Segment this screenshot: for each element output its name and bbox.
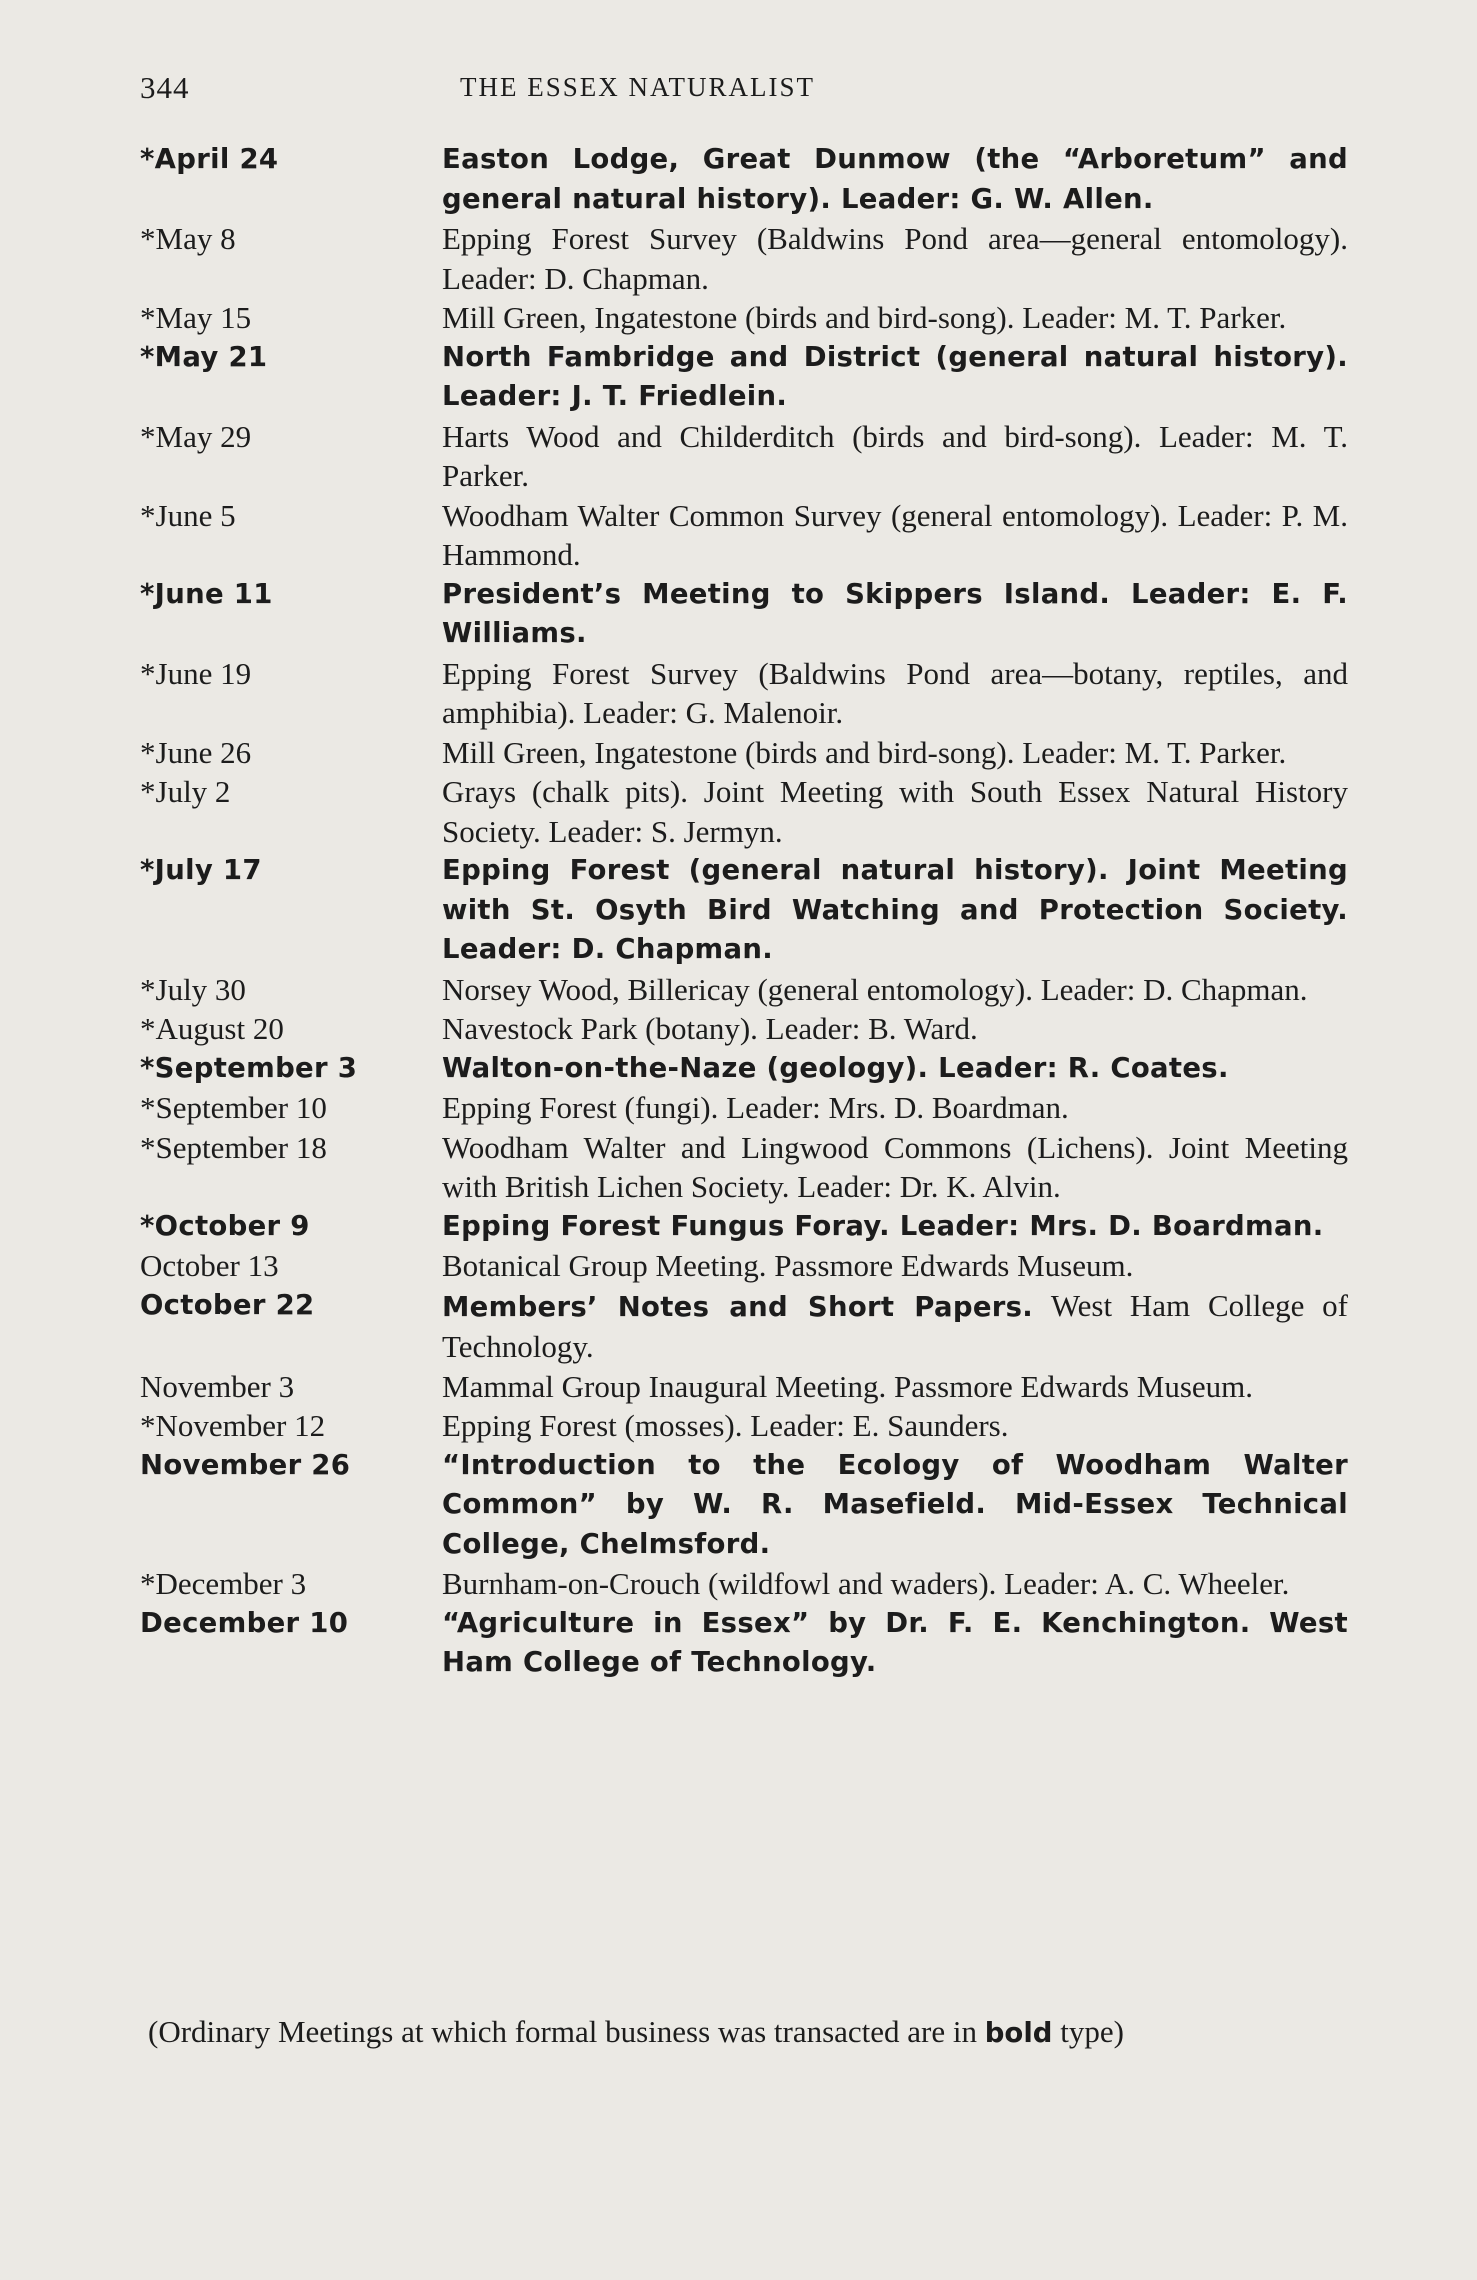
meeting-description: “Agriculture in Essex” by Dr. F. E. Kenchington. West Ham College of Technology.: [442, 1606, 1348, 1678]
meeting-entry: [140, 575, 1348, 654]
meeting-date: October 13: [140, 1248, 279, 1283]
meeting-description: Woodham Walter Common Survey (general entomology). Leader: P. M. Hammond.: [442, 497, 1348, 572]
meeting-entry: [140, 733, 1348, 773]
meeting-description: Easton Lodge, Great Dunmow (the “Arboretum” and general natural history). Leader: G. W. Allen.: [442, 143, 1348, 215]
meeting-entry: [140, 219, 1348, 298]
meeting-entry: [140, 1564, 1348, 1604]
meeting-date: *July 2: [140, 774, 231, 809]
meeting-date: *September 10: [140, 1090, 327, 1125]
meeting-description: Burnham-on-Crouch (wildfowl and waders). Leader: A. C. Wheeler.: [442, 1566, 1290, 1601]
meeting-date: November 3: [140, 1368, 295, 1404]
running-title: THE ESSEX NATURALIST: [460, 72, 815, 102]
meeting-description: President’s Meeting to Skippers Island. Leader: E. F. Williams.: [442, 577, 1348, 649]
meeting-description: [442, 1286, 1348, 1367]
meeting-entry: [140, 1128, 1348, 1207]
meeting-description: Mammal Group Inaugural Meeting. Passmore Edwards Museum.: [442, 1368, 1254, 1404]
meeting-entry: [140, 417, 1348, 496]
meeting-date: December 10: [140, 1606, 349, 1639]
meeting-date: *December 3: [140, 1566, 307, 1601]
meeting-entry: [140, 1406, 1348, 1446]
meeting-date: *July 17: [140, 854, 262, 886]
meeting-entry: [140, 1286, 1348, 1367]
meeting-description: Epping Forest Fungus Foray. Leader: Mrs. D. Boardman.: [442, 1209, 1324, 1242]
meeting-date: *November 12: [140, 1408, 326, 1443]
meeting-description: Harts Wood and Childerditch (birds and bird-song). Leader: M. T. Parker.: [442, 418, 1348, 493]
meeting-entry: [140, 140, 1348, 219]
footnote-bold-word: bold: [984, 2017, 1053, 2049]
meeting-description: Epping Forest (mosses). Leader: E. Saunders.: [442, 1408, 1009, 1443]
footnote: [148, 2012, 1348, 2054]
meeting-date: *October 9: [140, 1209, 310, 1242]
footnote-text: (Ordinary Meetings at which formal business was transacted are in: [148, 2014, 977, 2049]
meeting-description: Epping Forest (fungi). Leader: Mrs. D. Boardman.: [442, 1090, 1069, 1125]
meeting-description: Grays (chalk pits). Joint Meeting with South Essex Natural History Society. Leader: S. Jermyn.: [442, 774, 1348, 849]
meeting-date: November 26: [140, 1448, 351, 1481]
meeting-date: *May 8: [140, 221, 236, 256]
meeting-date: *June 19: [140, 655, 252, 691]
meeting-description: Norsey Wood, Billericay (general entomology). Leader: D. Chapman.: [442, 971, 1308, 1007]
meeting-entry: [140, 338, 1348, 417]
meeting-date: *May 21: [140, 340, 268, 373]
meeting-description: Navestock Park (botany). Leader: B. Ward.: [442, 1011, 978, 1046]
meeting-date: *May 15: [140, 300, 252, 335]
meeting-date: *July 30: [140, 971, 246, 1007]
meeting-description: Epping Forest (general natural history). Joint Meeting with St. Osyth Bird Watching and Protection Society. Leader: D. Chapman.: [442, 854, 1348, 965]
meeting-entry: [140, 1088, 1348, 1128]
meeting-entry: [140, 1246, 1348, 1286]
meeting-date: *September 3: [140, 1051, 358, 1084]
meeting-entry: [140, 772, 1348, 851]
footnote-text-end: type): [1060, 2014, 1124, 2049]
meeting-description: Epping Forest Survey (Baldwins Pond area—botany, reptiles, and amphibia). Leader: G. Malenoir.: [442, 655, 1348, 730]
meeting-description: Mill Green, Ingatestone (birds and bird-song). Leader: M. T. Parker.: [442, 300, 1287, 335]
meeting-entry: [140, 1446, 1348, 1565]
meeting-date: *June 26: [140, 734, 252, 770]
meeting-title-bold: Members’ Notes and Short Papers.: [442, 1290, 1034, 1323]
meeting-entry: [140, 654, 1348, 733]
meeting-entry: [140, 1049, 1348, 1089]
meeting-date: *April 24: [140, 143, 279, 175]
meeting-date: *June 11: [140, 577, 273, 610]
meeting-description: Mill Green, Ingatestone (birds and bird-song). Leader: M. T. Parker.: [442, 734, 1287, 770]
meeting-entry: [140, 970, 1348, 1010]
meeting-description: Epping Forest Survey (Baldwins Pond area—general entomology). Leader: D. Chapman.: [442, 221, 1348, 296]
meeting-entry: [140, 1604, 1348, 1683]
meeting-date: *September 18: [140, 1129, 327, 1165]
meeting-venue: West Ham College of Technology.: [442, 1287, 1348, 1364]
meeting-entry: [140, 1367, 1348, 1407]
meeting-description: “Introduction to the Ecology of Woodham Walter Common” by W. R. Masefield. Mid-Essex Technical College, Chelmsford.: [442, 1448, 1348, 1560]
meeting-description: North Fambridge and District (general natural history). Leader: J. T. Friedlein.: [442, 340, 1348, 412]
meeting-entry: [140, 496, 1348, 575]
meeting-description: Botanical Group Meeting. Passmore Edwards Museum.: [442, 1248, 1134, 1283]
meeting-entry: [140, 851, 1348, 970]
meeting-entry: [140, 1207, 1348, 1247]
page-header: [140, 70, 1340, 118]
meeting-date: *August 20: [140, 1011, 284, 1046]
meeting-entry: [140, 1009, 1348, 1049]
meeting-date: *May 29: [140, 418, 252, 454]
meeting-date: October 22: [140, 1288, 315, 1321]
page-number: 344: [140, 70, 190, 105]
meetings-list: [140, 140, 1348, 1683]
meeting-entry: [140, 298, 1348, 338]
meeting-date: *June 5: [140, 497, 236, 533]
meeting-description: Woodham Walter and Lingwood Commons (Lichens). Joint Meeting with British Lichen Society. Leader: Dr. K. Alvin.: [442, 1129, 1348, 1204]
meeting-description: Walton-on-the-Naze (geology). Leader: R. Coates.: [442, 1051, 1229, 1084]
